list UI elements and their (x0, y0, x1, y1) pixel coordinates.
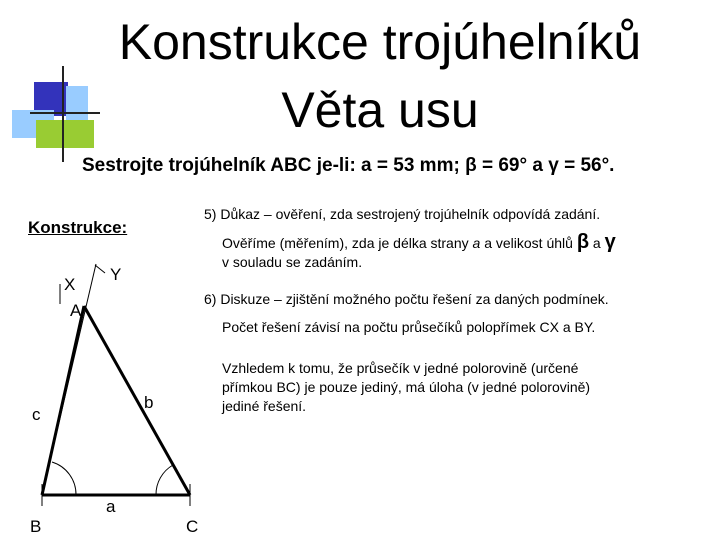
discussion-heading: 6) Diskuze – zjištění možného počtu řešení za daných podmínek. (204, 291, 609, 307)
label-x: X (64, 275, 76, 294)
angle-arc-b (52, 462, 76, 495)
construction-diagram (0, 240, 230, 540)
side-c (42, 306, 84, 495)
label-b-vertex: B (30, 517, 42, 536)
proof-text (222, 233, 702, 272)
task-statement (82, 155, 614, 177)
proof-text-line2: v souladu se zadáním. (222, 254, 363, 270)
proof-and: a (589, 235, 605, 251)
label-c-vertex: C (186, 517, 199, 536)
construction-heading: Konstrukce: (28, 218, 128, 237)
label-side-c: c (32, 405, 41, 424)
discussion-line1: Počet řešení závisí na počtu průsečíků polopřímek CX a BY. (222, 319, 596, 335)
proof-gamma: γ (604, 231, 616, 253)
tick-y (95, 265, 105, 273)
task-middle: = 69° a (476, 155, 549, 176)
task-prefix: Sestrojte trojúhelník ABC je-li: a = 53 mm; (82, 155, 466, 176)
page-title: Konstrukce trojúhelníků (118, 14, 642, 70)
label-a-vertex: A (70, 301, 82, 320)
proof-text-var: a (472, 235, 481, 251)
label-side-b: b (144, 393, 154, 412)
side-b (84, 306, 190, 495)
task-suffix: = 56°. (558, 155, 615, 176)
proof-text-mid: a velikost úhlů (480, 235, 577, 251)
angle-arc-c (156, 465, 173, 495)
label-y: Y (110, 265, 122, 284)
discussion-para-line2: přímkou BC) je pouze jediný, má úloha (v jedné polorovině) (222, 379, 591, 395)
label-side-a: a (106, 497, 116, 516)
task-beta: β (465, 155, 477, 176)
page-subtitle: Věta usu (281, 82, 479, 138)
discussion-paragraph (222, 359, 590, 416)
proof-text-prefix: Ověříme (měřením), zda je délka strany (222, 235, 473, 251)
proof-heading: 5) Důkaz – ověření, zda sestrojený trojúhelník odpovídá zadání. (204, 206, 601, 222)
task-gamma: γ (548, 155, 559, 176)
proof-text-line1 (222, 233, 702, 253)
proof-beta: β (576, 231, 590, 253)
discussion-para-line3: jediné řešení. (222, 398, 307, 414)
discussion-para-line1: Vzhledem k tomu, že průsečík v jedné polorovině (určené (222, 360, 579, 376)
